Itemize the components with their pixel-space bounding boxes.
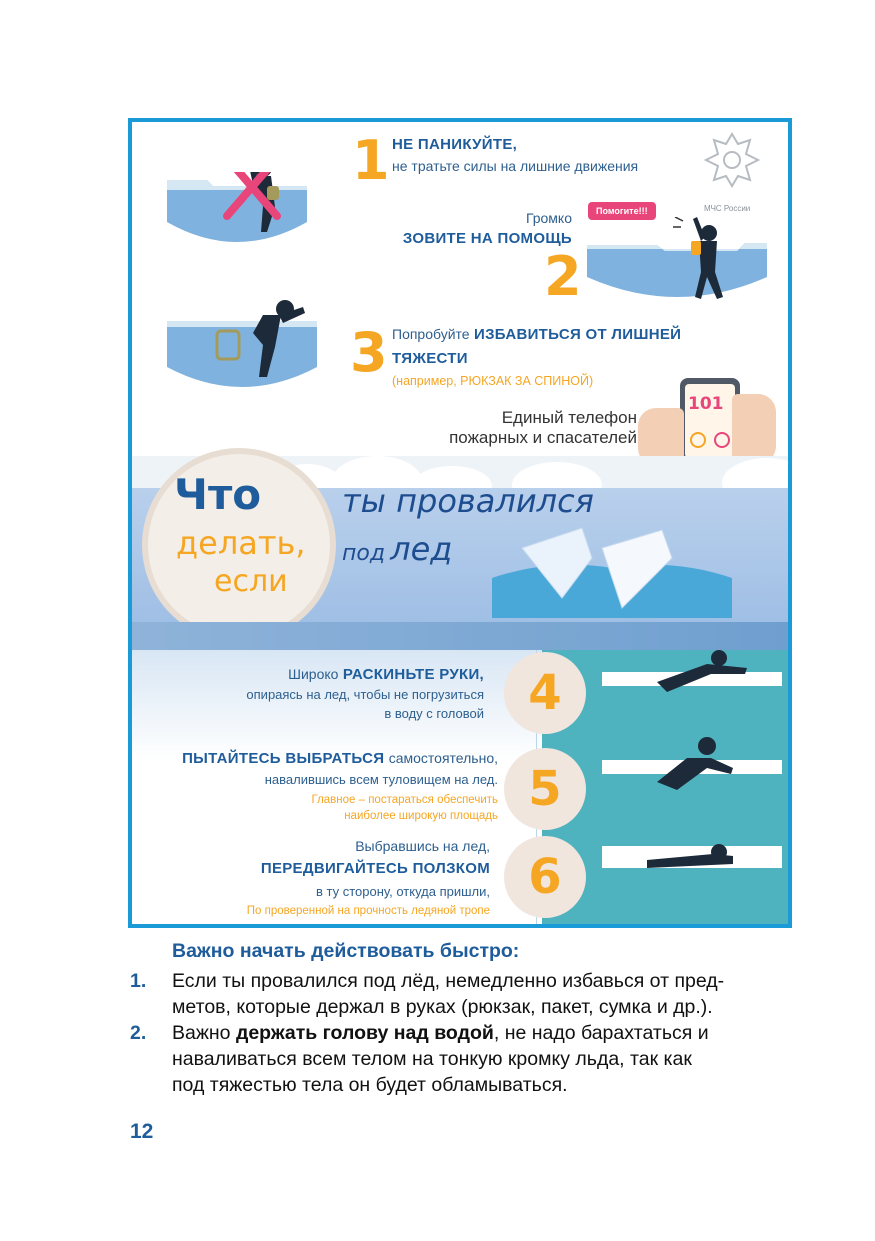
step3-illustration: [167, 297, 317, 397]
list-item-2-line2: наваливаться всем телом на тонкую кромку льда, так как: [172, 1048, 692, 1070]
headline-under-ice: [342, 530, 452, 568]
step2-pre: Громко: [525, 210, 572, 226]
phone-number: 101: [688, 394, 724, 414]
step2-number: 2: [544, 245, 582, 308]
mchs-emblem-icon: [704, 130, 760, 190]
step6-number: 6: [504, 836, 586, 918]
phone-icon: [680, 378, 740, 464]
list-item-2-line1: [172, 1020, 805, 1046]
step5-note1: Главное – постараться обеспечить: [311, 794, 498, 806]
headline-circle: [142, 448, 336, 642]
step5-post: самостоятельно,: [388, 750, 498, 766]
list-item-2-line3: под тяжестью тела он будет обламываться.: [172, 1074, 568, 1096]
call-icon: [690, 432, 706, 448]
help-speech-bubble: Помогите!!!: [588, 202, 656, 220]
step1-text: не тратьте силы на лишние движения: [392, 158, 639, 174]
step5-title: ПЫТАЙТЕСЬ ВЫБРАТЬСЯ: [182, 750, 385, 767]
headline-under: под: [342, 541, 386, 566]
step4-title: РАСКИНЬТЕ РУКИ,: [342, 666, 484, 683]
list-item-1-line2: метов, которые держал в руках (рюкзак, пакет, сумка и др.).: [172, 996, 713, 1018]
hangup-icon: [714, 432, 730, 448]
step3-line1: [392, 326, 681, 344]
infographic-poster: [128, 118, 792, 928]
step4-figure: [637, 648, 757, 698]
headline-word-what: Что: [174, 470, 262, 519]
headline-ice: лед: [390, 530, 453, 568]
hand-right-icon: [732, 394, 776, 464]
section-heading: Важно начать действовать быстро:: [172, 940, 520, 962]
step3-note: (например, РЮКЗАК ЗА СПИНОЙ): [392, 374, 594, 388]
mchs-logo-label: МЧС России: [704, 204, 751, 213]
step4-pre: Широко: [288, 666, 339, 682]
phone-line1: Единый телефон: [501, 408, 637, 427]
step6-title: ПЕРЕДВИГАЙТЕСЬ ПОЛЗКОМ: [260, 860, 490, 877]
list-item-1: [130, 968, 805, 1020]
step3-number: 3: [350, 321, 388, 384]
step1-number: 1: [352, 129, 390, 192]
step2-illustration: [587, 217, 767, 312]
step2-title: ЗОВИТЕ НА ПОМОЩЬ: [402, 230, 572, 247]
list-item-1-number: 1.: [130, 970, 147, 992]
page-number: 12: [130, 1120, 154, 1143]
step4-line3: в воду с головой: [384, 706, 484, 721]
step6-pre: Выбравшись на лед,: [355, 838, 490, 854]
list-item-2-bold: держать голову над водой: [235, 1022, 494, 1044]
step4-number: 4: [504, 652, 586, 734]
step5-line2: навалившись всем туловищем на лед.: [264, 772, 498, 787]
water-stripe: [132, 622, 788, 650]
list-item-2-pre: Важно: [172, 1022, 236, 1044]
step3-title2: ТЯЖЕСТИ: [392, 350, 468, 367]
step6-note: По проверенной на прочность ледяной тропе: [246, 905, 490, 917]
step5-figure: [637, 734, 757, 794]
step5-note2: наиболее широкую площадь: [344, 810, 498, 822]
step3-title1: ИЗБАВИТЬСЯ ОТ ЛИШНЕЙ: [474, 326, 682, 343]
step6-figure: [637, 842, 757, 882]
list-item-2-number: 2.: [130, 1022, 147, 1044]
step5-number: 5: [504, 748, 586, 830]
headline-word-do: делать,: [176, 524, 306, 562]
step6-line2: в ту сторону, откуда пришли,: [316, 884, 490, 899]
step3-pre: Попробуйте: [392, 326, 470, 342]
ice-floe-illustration: [492, 518, 732, 618]
list-item-2-rest: , не надо барахтаться и: [493, 1022, 709, 1044]
list-item-1-line1: Если ты провалился под лёд, немедленно избавься от пред-: [172, 970, 725, 992]
phone-line2: пожарных и спасателей: [449, 428, 637, 447]
headline-you-fell: ты провалился: [342, 482, 594, 520]
step5-line1: [138, 750, 498, 768]
headline-word-if: если: [214, 564, 288, 599]
list-item-2: [130, 1020, 805, 1098]
step4-line2: опираясь на лед, чтобы не погрузиться: [246, 687, 484, 702]
step4-line1: [152, 666, 484, 684]
step1-title: НЕ ПАНИКУЙТЕ,: [392, 136, 518, 153]
